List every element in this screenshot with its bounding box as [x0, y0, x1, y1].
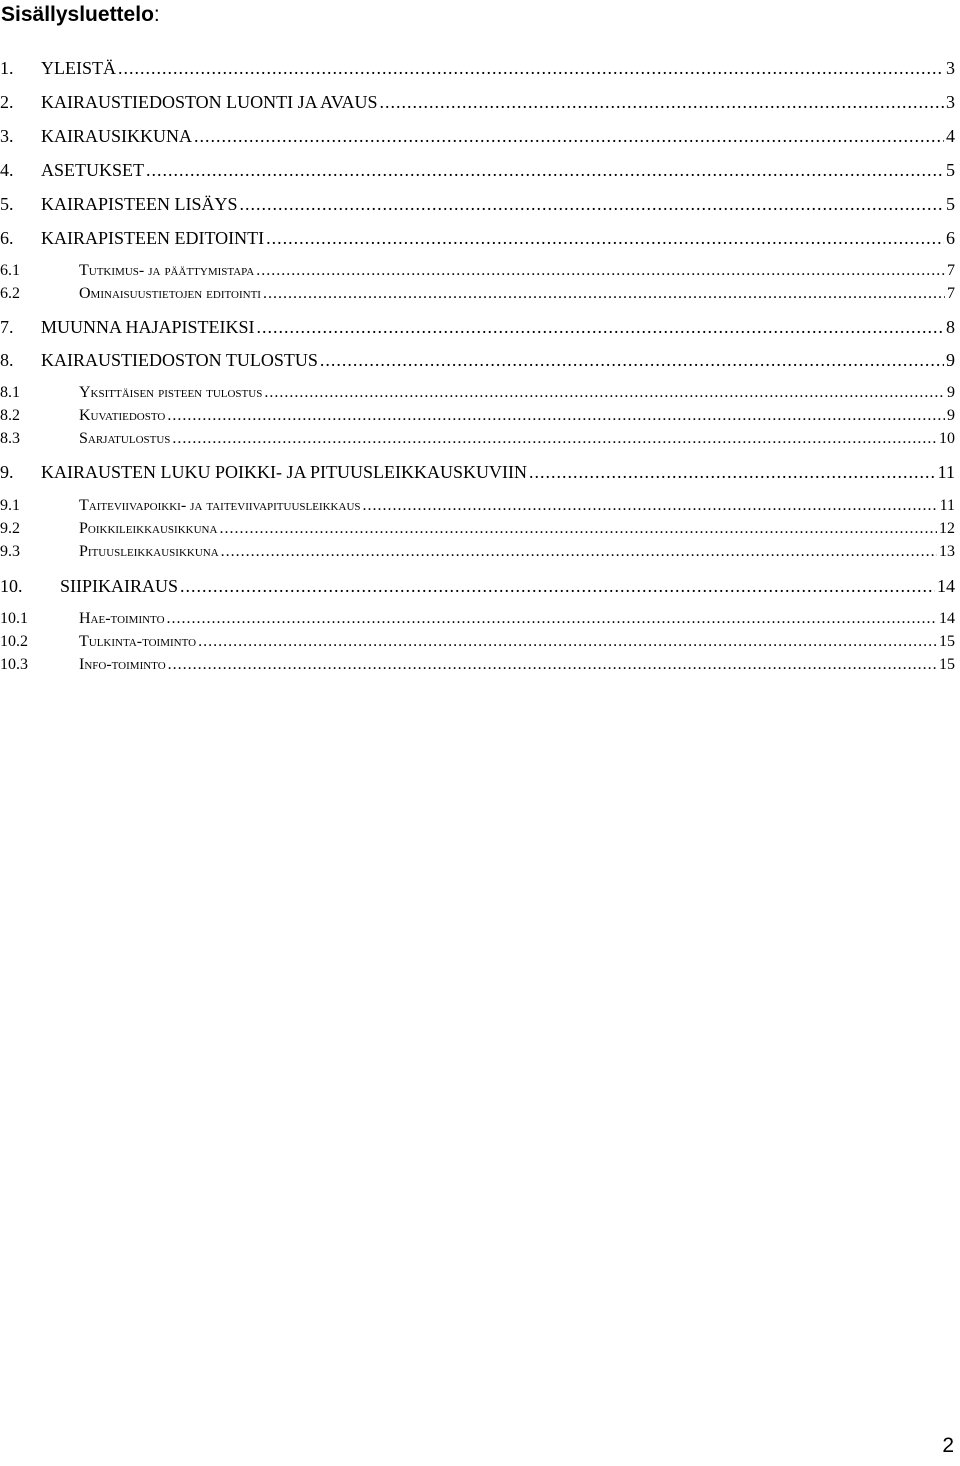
toc-entry-number: 8.3: [0, 430, 20, 447]
toc-entry-number: 9.: [0, 462, 14, 482]
toc-entry-page: 8: [946, 317, 955, 337]
toc-entry-number: 10.1: [0, 610, 28, 627]
toc-dot-leader: [263, 285, 945, 303]
toc-entry-8-1[interactable]: [0, 384, 955, 402]
toc-entry-number: 8.2: [0, 407, 20, 424]
toc-entry-page: 5: [946, 160, 955, 180]
toc-entry-number: 1.: [0, 58, 14, 78]
toc-entry-8[interactable]: [0, 350, 955, 371]
toc-entry-label: Hae-toiminto: [79, 610, 165, 627]
toc-entry-number: 5.: [0, 194, 14, 214]
toc-entry-3[interactable]: [0, 126, 955, 147]
toc-entry-1[interactable]: [0, 58, 955, 79]
toc-entry-page: 9: [947, 384, 955, 401]
toc-entry-page: 5: [946, 194, 955, 214]
toc-entry-number: 10.3: [0, 656, 28, 673]
toc-dot-leader: [180, 576, 935, 597]
toc-entry-label: KAIRAPISTEEN EDITOINTI: [41, 228, 265, 248]
toc-dot-leader: [363, 497, 938, 515]
toc-entry-9-2[interactable]: [0, 520, 955, 538]
toc-entry-label: Pituusleikkausikkuna: [79, 543, 219, 560]
toc-entry-number: 9.2: [0, 520, 20, 537]
toc-dot-leader: [240, 194, 944, 215]
toc-entry-5[interactable]: [0, 194, 955, 215]
toc-title: [1, 2, 160, 28]
toc-entry-number: 6.1: [0, 262, 20, 279]
toc-entry-label: Tutkimus- ja päättymistapa: [79, 262, 255, 279]
toc-entry-number: 7.: [0, 317, 14, 337]
toc-entry-6[interactable]: [0, 228, 955, 249]
toc-dot-leader: [194, 126, 944, 147]
toc-entry-page: 11: [939, 497, 955, 514]
toc-entry-label: KAIRAUSTIEDOSTON LUONTI JA AVAUS: [41, 92, 378, 112]
toc-entry-page: 14: [937, 576, 955, 596]
toc-entry-7[interactable]: [0, 317, 955, 338]
toc-entry-page: 6: [946, 228, 955, 248]
toc-entry-label: KAIRAUSTEN LUKU POIKKI- JA PITUUSLEIKKAUSKUVIIN: [41, 462, 527, 482]
toc-entry-number: 9.3: [0, 543, 20, 560]
toc-entry-page: 9: [946, 350, 955, 370]
toc-entry-9-3[interactable]: [0, 543, 955, 561]
toc-entry-label: MUUNNA HAJAPISTEIKSI: [41, 317, 255, 337]
toc-entry-label: Ominaisuustietojen editointi: [79, 285, 261, 302]
toc-title-colon: :: [153, 3, 160, 26]
toc-entry-number: 6.2: [0, 285, 20, 302]
toc-entry-9[interactable]: [0, 462, 955, 483]
toc-dot-leader: [172, 430, 937, 448]
toc-entry-page: 14: [939, 610, 955, 627]
toc-entry-number: 6.: [0, 228, 14, 248]
toc-dot-leader: [264, 384, 945, 402]
toc-entry-number: 8.: [0, 350, 14, 370]
toc-entry-6-1[interactable]: [0, 262, 955, 280]
toc-entry-label: KAIRAPISTEEN LISÄYS: [41, 194, 238, 214]
toc-dot-leader: [221, 543, 937, 561]
toc-entry-page: 9: [947, 407, 955, 424]
toc-entry-page: 12: [939, 520, 955, 537]
toc-entry-page: 7: [947, 285, 955, 302]
toc-entry-number: 10.: [0, 576, 23, 596]
toc-entry-page: 15: [939, 633, 955, 650]
toc-entry-label: KAIRAUSTIEDOSTON TULOSTUS: [41, 350, 318, 370]
toc-entry-number: 10.2: [0, 633, 28, 650]
toc-entry-label: Taiteviivapoikki- ja taiteviivapituusleikkaus: [79, 497, 361, 514]
toc-entry-6-2[interactable]: [0, 285, 955, 303]
toc-entry-page: 15: [939, 656, 955, 673]
toc-entry-label: ASETUKSET: [41, 160, 144, 180]
toc-entry-label: SIIPIKAIRAUS: [60, 576, 179, 596]
toc-dot-leader: [529, 462, 936, 483]
toc-entry-page: 7: [947, 262, 955, 279]
toc-dot-leader: [167, 610, 937, 628]
toc-dot-leader: [167, 407, 945, 425]
toc-entry-10-1[interactable]: [0, 610, 955, 628]
toc-dot-leader: [198, 633, 937, 651]
toc-dot-leader: [257, 317, 944, 338]
toc-dot-leader: [146, 160, 944, 181]
toc-entry-4[interactable]: [0, 160, 955, 181]
toc-entry-page: 10: [939, 430, 955, 447]
toc-entry-page: 13: [939, 543, 955, 560]
toc-dot-leader: [266, 228, 944, 249]
toc-entry-label: YLEISTÄ: [41, 58, 116, 78]
toc-dot-leader: [380, 92, 944, 113]
toc-entry-label: Info-toiminto: [79, 656, 166, 673]
toc-entry-10[interactable]: [0, 576, 955, 597]
toc-entry-label: Kuvatiedosto: [79, 407, 166, 424]
toc-entry-label: KAIRAUSIKKUNA: [41, 126, 192, 146]
toc-entry-page: 3: [946, 58, 955, 78]
toc-entry-10-2[interactable]: [0, 633, 955, 651]
toc-entry-10-3[interactable]: [0, 656, 955, 674]
toc-entry-number: 8.1: [0, 384, 20, 401]
toc-entry-label: Tulkinta-toiminto: [79, 633, 197, 650]
toc-dot-leader: [320, 350, 944, 371]
page-number: 2: [942, 1434, 954, 1457]
toc-dot-leader: [118, 58, 944, 79]
toc-entry-label: Yksittäisen pisteen tulostus: [79, 384, 263, 401]
toc-dot-leader: [219, 520, 937, 538]
toc-entry-number: 9.1: [0, 497, 20, 514]
toc-entry-label: Poikkileikkausikkuna: [79, 520, 218, 537]
toc-dot-leader: [168, 656, 937, 674]
toc-entry-page: 3: [946, 92, 955, 112]
toc-entry-number: 4.: [0, 160, 14, 180]
toc-entry-8-2[interactable]: [0, 407, 955, 425]
toc-dot-leader: [256, 262, 945, 280]
toc-entry-page: 11: [937, 462, 955, 482]
toc-entry-label: Sarjatulostus: [79, 430, 171, 447]
toc-entry-9-1[interactable]: [0, 497, 955, 515]
toc-entry-2[interactable]: [0, 92, 955, 113]
toc-entry-8-3[interactable]: [0, 430, 955, 448]
toc-entry-page: 4: [946, 126, 955, 146]
toc-entry-number: 2.: [0, 92, 14, 112]
toc-title-text: Sisällysluettelo: [1, 3, 154, 26]
toc-entry-number: 3.: [0, 126, 14, 146]
